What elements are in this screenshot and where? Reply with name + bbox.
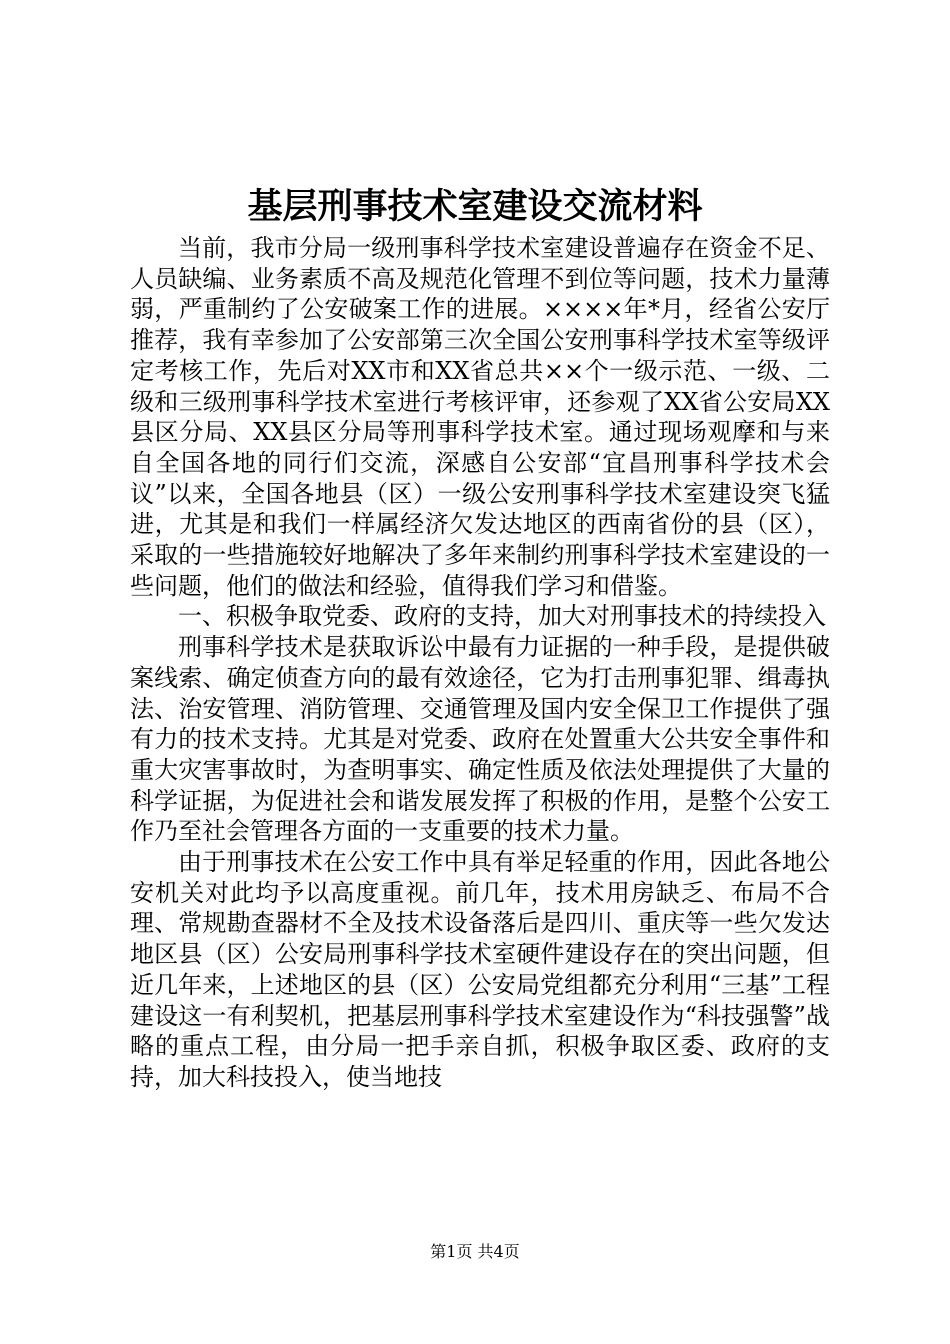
section-heading-1: 一、积极争取党委、政府的支持，加大对刑事技术的持续投入: [178, 602, 826, 631]
paragraph-forensic-role: 刑事科学技术是获取诉讼中最有力证据的一种手段，是提供破案线索、确定侦查方向的最有效途径，它为打击刑事犯罪、缉毒执法、治安管理、消防管理、交通管理及国内安全保卫工作提供了强有力的技术支持。尤其是对党委、政府在处置重大公共安全事件和重大灾害事故时，为查明事实、确定性质及依法处理提供了大量的科学证据，为促进社会和谐发展发挥了积极的作用，是整个公安工作乃至社会管理各方面的一支重要的技术力量。: [130, 633, 830, 846]
page-number: 第1页 共4页: [430, 1242, 520, 1261]
document-title: 基层刑事技术室建设交流材料: [247, 186, 703, 227]
document-body: [130, 233, 830, 1093]
paragraph-investment: 由于刑事技术在公安工作中具有举足轻重的作用，因此各地公安机关对此均予以高度重视。前几年，技术用房缺乏、布局不合理、常规勘查器材不全及技术设备落后是四川、重庆等一些欠发达地区县（区）公安局刑事科学技术室硬件建设存在的突出问题，但近几年来，上述地区的县（区）公安局党组都充分利用“三基”工程建设这一有利契机，把基层刑事科学技术室建设作为“科技强警”战略的重点工程，由分局一把手亲自抓，积极争取区委、政府的支持，加大科技投入，使当地技: [130, 848, 830, 1091]
paragraph-intro: 当前，我市分局一级刑事科学技术室建设普遍存在资金不足、人员缺编、业务素质不高及规范化管理不到位等问题，技术力量薄弱，严重制约了公安破案工作的进展。××××年*月，经省公安厅推荐，我有幸参加了公安部第三次全国公安刑事科学技术室等级评定考核工作，先后对XX市和XX省总共××个一级示范、一级、二级和三级刑事科学技术室进行考核评审，还参观了XX省公安局XX县区分局、XX县区分局等刑事科学技术室。通过现场观摩和与来自全国各地的同行们交流，深感自公安部“宜昌刑事科学技术会议”以来，全国各地县（区）一级公安刑事科学技术室建设突飞猛进，尤其是和我们一样属经济欠发达地区的西南省份的县（区），采取的一些措施较好地解决了多年来制约刑事科学技术室建设的一些问题，他们的做法和经验，值得我们学习和借鉴。: [130, 234, 830, 600]
